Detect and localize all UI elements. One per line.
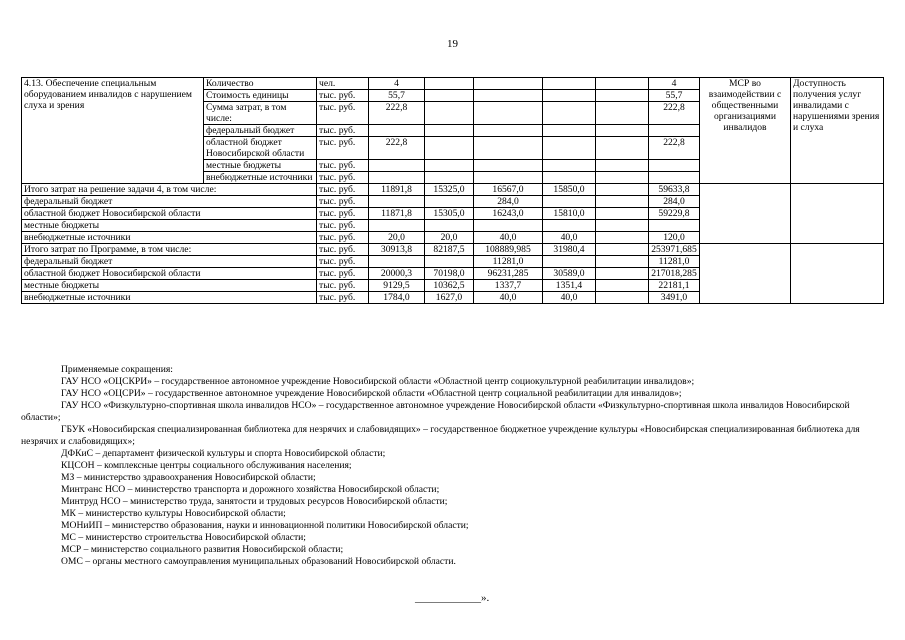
value-cell: 222,8 [369,137,425,160]
value-cell: 284,0 [474,196,543,208]
value-cell [474,78,543,90]
empty-cell [596,208,649,220]
value-cell: 1627,0 [425,292,474,304]
unit-cell: тыс. руб. [317,184,369,196]
abbreviation-item: ДФКиС – департамент физической культуры и спорта Новосибирской области; [61,448,386,459]
indicator-label: федеральный бюджет [204,125,317,137]
total-cell: 217018,285 [649,268,700,280]
value-cell: 4 [369,78,425,90]
value-cell [543,160,596,172]
total-cell: 22181,1 [649,280,700,292]
value-cell [543,90,596,102]
unit-cell: тыс. руб. [317,160,369,172]
empty-cell [791,184,884,244]
unit-cell: тыс. руб. [317,196,369,208]
empty-cell [596,232,649,244]
value-cell: 15305,0 [425,208,474,220]
unit-cell: тыс. руб. [317,137,369,160]
total-cell [649,172,700,184]
value-cell [369,172,425,184]
value-cell: 15850,0 [543,184,596,196]
unit-cell: тыс. руб. [317,90,369,102]
total-label: Итого затрат по Программе, в том числе: [22,244,317,256]
total-cell [649,160,700,172]
value-cell [425,137,474,160]
abbreviation-item: ГАУ НСО «ОЦСРИ» – государственное автономное учреждение Новосибирской области «Областной центр социальной реабилитации для инвалидов»; [61,388,682,399]
value-cell: 108889,985 [474,244,543,256]
value-cell [425,196,474,208]
abbreviations-heading: Применяемые сокращения: [61,364,173,375]
value-cell: 16243,0 [474,208,543,220]
total-label: внебюджетные источники [22,232,317,244]
value-cell [425,160,474,172]
value-cell: 16567,0 [474,184,543,196]
unit-cell: тыс. руб. [317,232,369,244]
total-cell: 55,7 [649,90,700,102]
empty-cell [596,137,649,160]
value-cell [474,125,543,137]
total-cell [649,125,700,137]
value-cell [543,137,596,160]
value-cell [543,220,596,232]
indicator-label: Сумма затрат, в том числе: [204,102,317,125]
indicator-label: Стоимость единицы [204,90,317,102]
value-cell: 70198,0 [425,268,474,280]
empty-cell [596,172,649,184]
value-cell: 1337,7 [474,280,543,292]
empty-cell [596,220,649,232]
unit-cell: тыс. руб. [317,268,369,280]
total-cell: 222,8 [649,102,700,125]
program-costs-table [21,77,884,304]
unit-cell: тыс. руб. [317,244,369,256]
value-cell [425,78,474,90]
value-cell: 11281,0 [474,256,543,268]
total-label: федеральный бюджет [22,196,317,208]
value-cell: 11871,8 [369,208,425,220]
abbreviation-item: ГБУК «Новосибирская специализированная библиотека для незрячих и слабовидящих» – государственное бюджетное учреждение культуры «Новосибирская специализированная библиотека для незрячих и слабовидящих»; [21,424,860,447]
abbreviation-item: МСР – министерство социального развития Новосибирской области; [61,544,344,555]
total-label: областной бюджет Новосибирской области [22,208,317,220]
value-cell: 11891,8 [369,184,425,196]
table-row [22,244,884,256]
value-cell [543,196,596,208]
total-label: внебюджетные источники [22,292,317,304]
empty-cell [596,125,649,137]
table-row [22,184,884,196]
value-cell [425,125,474,137]
value-cell [425,172,474,184]
executor-cell: МСР во взаимодействии с общественными организациями инвалидов [700,78,791,184]
value-cell: 20,0 [369,232,425,244]
value-cell [369,256,425,268]
value-cell: 20000,3 [369,268,425,280]
value-cell [474,172,543,184]
abbreviation-item: МК – министерство культуры Новосибирской области; [61,508,286,519]
value-cell: 30913,8 [369,244,425,256]
total-cell [649,220,700,232]
empty-cell [596,280,649,292]
total-label: местные бюджеты [22,280,317,292]
value-cell: 31980,4 [543,244,596,256]
expected-result-cell: Доступность получения услуг инвалидами с нарушениями зрения и слуха [791,78,884,184]
abbreviation-item: Минтруд НСО – министерство труда, занятости и трудовых ресурсов Новосибирской области; [61,496,448,507]
value-cell [369,220,425,232]
value-cell: 55,7 [369,90,425,102]
empty-cell [596,292,649,304]
page-number: 19 [447,38,458,50]
indicator-label: областной бюджет Новосибирской области [204,137,317,160]
value-cell: 15325,0 [425,184,474,196]
value-cell: 96231,285 [474,268,543,280]
empty-cell [596,244,649,256]
value-cell: 9129,5 [369,280,425,292]
total-label: местные бюджеты [22,220,317,232]
abbreviation-item: ОМС – органы местного самоуправления муниципальных образований Новосибирской области. [61,556,456,567]
total-cell: 120,0 [649,232,700,244]
value-cell: 40,0 [543,232,596,244]
value-cell: 15810,0 [543,208,596,220]
total-cell: 222,8 [649,137,700,160]
value-cell: 1351,4 [543,280,596,292]
empty-cell [791,244,884,304]
value-cell [369,160,425,172]
value-cell [474,160,543,172]
unit-cell: тыс. руб. [317,280,369,292]
unit-cell: тыс. руб. [317,208,369,220]
value-cell: 1784,0 [369,292,425,304]
unit-cell: чел. [317,78,369,90]
unit-cell: тыс. руб. [317,256,369,268]
empty-cell [596,196,649,208]
unit-cell: тыс. руб. [317,220,369,232]
abbreviation-item: ГАУ НСО «ОЦСКРИ» – государственное автономное учреждение Новосибирской области «Областной центр социокультурной реабилитации инвалидов»; [61,376,695,387]
empty-cell [700,244,791,304]
value-cell [543,125,596,137]
unit-cell: тыс. руб. [317,172,369,184]
table-row [22,78,884,90]
value-cell: 40,0 [543,292,596,304]
abbreviation-item: КЦСОН – комплексные центры социального обслуживания населения; [61,460,352,471]
value-cell: 40,0 [474,292,543,304]
value-cell [543,172,596,184]
value-cell: 10362,5 [425,280,474,292]
value-cell [474,220,543,232]
total-label: Итого затрат на решение задачи 4, в том числе: [22,184,317,196]
abbreviation-item: МОНиИП – министерство образования, науки и инновационной политики Новосибирской области; [61,520,469,531]
indicator-label: Количество [204,78,317,90]
total-label: федеральный бюджет [22,256,317,268]
indicator-label: внебюджетные источники [204,172,317,184]
abbreviation-item: Минтранс НСО – министерство транспорта и дорожного хозяйства Новосибирской области; [61,484,440,495]
value-cell: 82187,5 [425,244,474,256]
unit-cell: тыс. руб. [317,125,369,137]
closing-mark: ____________». [415,592,490,604]
value-cell [369,196,425,208]
empty-cell [596,268,649,280]
abbreviation-item: МЗ – министерство здравоохранения Новосибирской области; [61,472,316,483]
abbreviations-section [21,364,883,568]
empty-cell [596,90,649,102]
empty-cell [596,78,649,90]
total-cell: 3491,0 [649,292,700,304]
value-cell [425,256,474,268]
empty-cell [700,184,791,244]
unit-cell: тыс. руб. [317,102,369,125]
value-cell [425,90,474,102]
abbreviation-item: МС – министерство строительства Новосибирской области; [61,532,306,543]
value-cell [474,137,543,160]
empty-cell [596,256,649,268]
empty-cell [596,184,649,196]
value-cell [543,78,596,90]
value-cell [474,90,543,102]
empty-cell [596,160,649,172]
value-cell [369,125,425,137]
total-label: областной бюджет Новосибирской области [22,268,317,280]
total-cell: 4 [649,78,700,90]
total-cell: 284,0 [649,196,700,208]
indicator-label: местные бюджеты [204,160,317,172]
value-cell [543,256,596,268]
value-cell: 20,0 [425,232,474,244]
value-cell [425,102,474,125]
value-cell: 222,8 [369,102,425,125]
abbreviation-item: ГАУ НСО «Физкультурно-спортивная школа инвалидов НСО» – государственное автономное учреждение Новосибирской области «Физкультурно-спортивная школа инвалидов Новосибирской области»; [21,400,850,423]
value-cell [425,220,474,232]
value-cell [543,102,596,125]
value-cell [474,102,543,125]
total-cell: 253971,685 [649,244,700,256]
empty-cell [596,102,649,125]
unit-cell: тыс. руб. [317,292,369,304]
value-cell: 30589,0 [543,268,596,280]
task-cell: 4.13. Обеспечение специальным оборудованием инвалидов с нарушением слуха и зрения [22,78,204,184]
total-cell: 59633,8 [649,184,700,196]
value-cell: 40,0 [474,232,543,244]
total-cell: 59229,8 [649,208,700,220]
total-cell: 11281,0 [649,256,700,268]
